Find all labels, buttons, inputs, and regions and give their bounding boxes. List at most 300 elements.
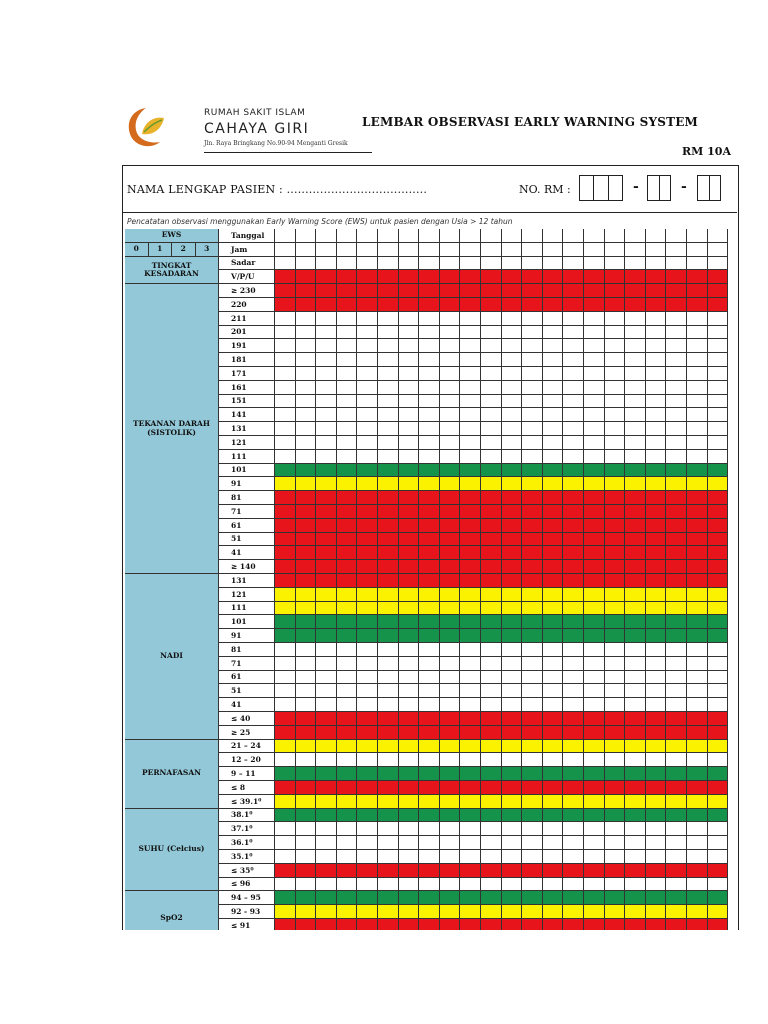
observation-cell[interactable] <box>625 878 646 892</box>
observation-cell[interactable] <box>605 671 626 685</box>
observation-cell[interactable] <box>522 864 543 878</box>
observation-cell[interactable] <box>440 822 461 836</box>
observation-cell[interactable] <box>337 464 358 478</box>
observation-cell[interactable] <box>522 671 543 685</box>
observation-cell[interactable] <box>543 408 564 422</box>
observation-cell[interactable] <box>687 588 708 602</box>
observation-cell[interactable] <box>584 878 605 892</box>
observation-cell[interactable] <box>419 367 440 381</box>
observation-cell[interactable] <box>419 436 440 450</box>
observation-cell[interactable] <box>316 422 337 436</box>
observation-cell[interactable] <box>460 505 481 519</box>
observation-cell[interactable] <box>522 657 543 671</box>
observation-cell[interactable] <box>584 353 605 367</box>
observation-cell[interactable] <box>357 519 378 533</box>
observation-cell[interactable] <box>584 891 605 905</box>
observation-cell[interactable] <box>584 684 605 698</box>
observation-cell[interactable] <box>337 339 358 353</box>
observation-cell[interactable] <box>399 229 420 243</box>
observation-cell[interactable] <box>584 395 605 409</box>
observation-cell[interactable] <box>316 753 337 767</box>
observation-cell[interactable] <box>481 822 502 836</box>
observation-cell[interactable] <box>399 905 420 919</box>
observation-cell[interactable] <box>460 381 481 395</box>
observation-cell[interactable] <box>296 284 317 298</box>
observation-cell[interactable] <box>563 698 584 712</box>
observation-cell[interactable] <box>440 629 461 643</box>
observation-cell[interactable] <box>543 878 564 892</box>
observation-cell[interactable] <box>399 822 420 836</box>
observation-cell[interactable] <box>481 257 502 271</box>
observation-cell[interactable] <box>316 533 337 547</box>
observation-cell[interactable] <box>543 229 564 243</box>
observation-cell[interactable] <box>625 684 646 698</box>
observation-cell[interactable] <box>584 781 605 795</box>
observation-cell[interactable] <box>316 450 337 464</box>
observation-cell[interactable] <box>584 864 605 878</box>
observation-cell[interactable] <box>522 326 543 340</box>
observation-cell[interactable] <box>316 560 337 574</box>
observation-cell[interactable] <box>296 712 317 726</box>
observation-cell[interactable] <box>337 229 358 243</box>
observation-cell[interactable] <box>708 533 729 547</box>
observation-cell[interactable] <box>440 464 461 478</box>
observation-cell[interactable] <box>378 740 399 754</box>
observation-cell[interactable] <box>522 643 543 657</box>
observation-cell[interactable] <box>605 905 626 919</box>
observation-cell[interactable] <box>584 602 605 616</box>
observation-cell[interactable] <box>502 836 523 850</box>
observation-cell[interactable] <box>605 408 626 422</box>
observation-cell[interactable] <box>275 878 296 892</box>
observation-cell[interactable] <box>399 243 420 257</box>
observation-cell[interactable] <box>399 560 420 574</box>
observation-cell[interactable] <box>605 836 626 850</box>
observation-cell[interactable] <box>460 726 481 740</box>
observation-cell[interactable] <box>296 629 317 643</box>
observation-cell[interactable] <box>419 671 440 685</box>
observation-cell[interactable] <box>481 657 502 671</box>
observation-cell[interactable] <box>646 257 667 271</box>
observation-cell[interactable] <box>378 864 399 878</box>
observation-cell[interactable] <box>522 450 543 464</box>
observation-cell[interactable] <box>502 491 523 505</box>
observation-cell[interactable] <box>708 464 729 478</box>
observation-cell[interactable] <box>605 643 626 657</box>
observation-cell[interactable] <box>316 312 337 326</box>
observation-cell[interactable] <box>378 367 399 381</box>
observation-cell[interactable] <box>378 905 399 919</box>
observation-cell[interactable] <box>357 698 378 712</box>
observation-cell[interactable] <box>419 339 440 353</box>
observation-cell[interactable] <box>378 257 399 271</box>
observation-cell[interactable] <box>502 381 523 395</box>
observation-cell[interactable] <box>316 698 337 712</box>
observation-cell[interactable] <box>584 795 605 809</box>
observation-cell[interactable] <box>543 477 564 491</box>
observation-cell[interactable] <box>296 850 317 864</box>
observation-cell[interactable] <box>666 740 687 754</box>
observation-cell[interactable] <box>419 533 440 547</box>
observation-cell[interactable] <box>522 257 543 271</box>
observation-cell[interactable] <box>708 381 729 395</box>
observation-cell[interactable] <box>502 891 523 905</box>
observation-cell[interactable] <box>440 257 461 271</box>
observation-cell[interactable] <box>419 698 440 712</box>
observation-cell[interactable] <box>316 836 337 850</box>
observation-cell[interactable] <box>584 574 605 588</box>
observation-cell[interactable] <box>646 574 667 588</box>
observation-cell[interactable] <box>337 712 358 726</box>
observation-cell[interactable] <box>419 740 440 754</box>
observation-cell[interactable] <box>296 615 317 629</box>
rm-number-box-2[interactable] <box>647 175 671 201</box>
observation-cell[interactable] <box>502 408 523 422</box>
observation-cell[interactable] <box>460 643 481 657</box>
observation-cell[interactable] <box>296 505 317 519</box>
observation-cell[interactable] <box>399 422 420 436</box>
observation-cell[interactable] <box>440 270 461 284</box>
observation-cell[interactable] <box>584 698 605 712</box>
observation-cell[interactable] <box>708 657 729 671</box>
observation-cell[interactable] <box>522 367 543 381</box>
observation-cell[interactable] <box>399 519 420 533</box>
observation-cell[interactable] <box>296 257 317 271</box>
observation-cell[interactable] <box>625 229 646 243</box>
observation-cell[interactable] <box>543 864 564 878</box>
observation-cell[interactable] <box>316 491 337 505</box>
observation-cell[interactable] <box>708 408 729 422</box>
observation-cell[interactable] <box>460 574 481 588</box>
observation-cell[interactable] <box>502 753 523 767</box>
observation-cell[interactable] <box>625 546 646 560</box>
observation-cell[interactable] <box>646 905 667 919</box>
observation-cell[interactable] <box>296 588 317 602</box>
observation-cell[interactable] <box>625 257 646 271</box>
observation-cell[interactable] <box>563 381 584 395</box>
observation-cell[interactable] <box>460 270 481 284</box>
observation-cell[interactable] <box>440 781 461 795</box>
observation-cell[interactable] <box>337 491 358 505</box>
observation-cell[interactable] <box>563 546 584 560</box>
observation-cell[interactable] <box>275 298 296 312</box>
observation-cell[interactable] <box>646 546 667 560</box>
observation-cell[interactable] <box>625 339 646 353</box>
observation-cell[interactable] <box>481 836 502 850</box>
observation-cell[interactable] <box>419 629 440 643</box>
observation-cell[interactable] <box>584 671 605 685</box>
observation-cell[interactable] <box>625 671 646 685</box>
observation-cell[interactable] <box>563 422 584 436</box>
observation-cell[interactable] <box>708 257 729 271</box>
observation-cell[interactable] <box>337 450 358 464</box>
observation-cell[interactable] <box>687 326 708 340</box>
observation-cell[interactable] <box>605 422 626 436</box>
observation-cell[interactable] <box>502 339 523 353</box>
observation-cell[interactable] <box>584 477 605 491</box>
observation-cell[interactable] <box>708 270 729 284</box>
observation-cell[interactable] <box>522 905 543 919</box>
observation-cell[interactable] <box>399 698 420 712</box>
observation-cell[interactable] <box>275 422 296 436</box>
observation-cell[interactable] <box>543 505 564 519</box>
observation-cell[interactable] <box>296 353 317 367</box>
observation-cell[interactable] <box>275 698 296 712</box>
observation-cell[interactable] <box>605 864 626 878</box>
observation-cell[interactable] <box>625 781 646 795</box>
observation-cell[interactable] <box>543 822 564 836</box>
observation-cell[interactable] <box>708 450 729 464</box>
observation-cell[interactable] <box>625 270 646 284</box>
observation-cell[interactable] <box>440 450 461 464</box>
observation-cell[interactable] <box>502 629 523 643</box>
observation-cell[interactable] <box>543 257 564 271</box>
observation-cell[interactable] <box>605 284 626 298</box>
observation-cell[interactable] <box>666 560 687 574</box>
observation-cell[interactable] <box>440 284 461 298</box>
observation-cell[interactable] <box>708 395 729 409</box>
observation-cell[interactable] <box>357 284 378 298</box>
observation-cell[interactable] <box>378 326 399 340</box>
observation-cell[interactable] <box>419 850 440 864</box>
observation-cell[interactable] <box>399 602 420 616</box>
observation-cell[interactable] <box>357 850 378 864</box>
observation-cell[interactable] <box>440 602 461 616</box>
observation-cell[interactable] <box>419 491 440 505</box>
observation-cell[interactable] <box>460 712 481 726</box>
observation-cell[interactable] <box>337 395 358 409</box>
observation-cell[interactable] <box>543 243 564 257</box>
observation-cell[interactable] <box>543 602 564 616</box>
observation-cell[interactable] <box>563 671 584 685</box>
observation-cell[interactable] <box>625 505 646 519</box>
observation-cell[interactable] <box>399 353 420 367</box>
observation-cell[interactable] <box>440 905 461 919</box>
observation-cell[interactable] <box>666 767 687 781</box>
observation-cell[interactable] <box>502 878 523 892</box>
observation-cell[interactable] <box>687 450 708 464</box>
observation-cell[interactable] <box>625 822 646 836</box>
observation-cell[interactable] <box>543 339 564 353</box>
observation-cell[interactable] <box>460 864 481 878</box>
observation-cell[interactable] <box>522 519 543 533</box>
observation-cell[interactable] <box>563 229 584 243</box>
observation-cell[interactable] <box>543 353 564 367</box>
observation-cell[interactable] <box>316 891 337 905</box>
observation-cell[interactable] <box>522 353 543 367</box>
observation-cell[interactable] <box>296 795 317 809</box>
observation-cell[interactable] <box>481 505 502 519</box>
observation-cell[interactable] <box>440 864 461 878</box>
observation-cell[interactable] <box>316 505 337 519</box>
observation-cell[interactable] <box>419 836 440 850</box>
observation-cell[interactable] <box>605 878 626 892</box>
observation-cell[interactable] <box>543 546 564 560</box>
observation-cell[interactable] <box>419 326 440 340</box>
observation-cell[interactable] <box>605 353 626 367</box>
observation-cell[interactable] <box>399 767 420 781</box>
observation-cell[interactable] <box>481 477 502 491</box>
observation-cell[interactable] <box>666 836 687 850</box>
observation-cell[interactable] <box>543 574 564 588</box>
observation-cell[interactable] <box>399 864 420 878</box>
observation-cell[interactable] <box>502 422 523 436</box>
observation-cell[interactable] <box>460 395 481 409</box>
observation-cell[interactable] <box>460 257 481 271</box>
observation-cell[interactable] <box>399 850 420 864</box>
observation-cell[interactable] <box>357 395 378 409</box>
observation-cell[interactable] <box>522 836 543 850</box>
observation-cell[interactable] <box>440 684 461 698</box>
observation-cell[interactable] <box>708 367 729 381</box>
observation-cell[interactable] <box>357 615 378 629</box>
observation-cell[interactable] <box>399 367 420 381</box>
observation-cell[interactable] <box>296 809 317 823</box>
observation-cell[interactable] <box>316 905 337 919</box>
observation-cell[interactable] <box>646 533 667 547</box>
observation-cell[interactable] <box>563 753 584 767</box>
observation-cell[interactable] <box>337 243 358 257</box>
observation-cell[interactable] <box>502 657 523 671</box>
observation-cell[interactable] <box>666 284 687 298</box>
observation-cell[interactable] <box>605 243 626 257</box>
observation-cell[interactable] <box>337 671 358 685</box>
observation-cell[interactable] <box>275 464 296 478</box>
observation-cell[interactable] <box>502 533 523 547</box>
observation-cell[interactable] <box>646 367 667 381</box>
observation-cell[interactable] <box>522 546 543 560</box>
observation-cell[interactable] <box>687 684 708 698</box>
observation-cell[interactable] <box>316 629 337 643</box>
observation-cell[interactable] <box>460 560 481 574</box>
observation-cell[interactable] <box>605 312 626 326</box>
observation-cell[interactable] <box>357 809 378 823</box>
observation-cell[interactable] <box>419 298 440 312</box>
observation-cell[interactable] <box>440 671 461 685</box>
observation-cell[interactable] <box>502 477 523 491</box>
observation-cell[interactable] <box>460 339 481 353</box>
observation-cell[interactable] <box>460 491 481 505</box>
observation-cell[interactable] <box>378 698 399 712</box>
observation-cell[interactable] <box>563 781 584 795</box>
observation-cell[interactable] <box>522 243 543 257</box>
observation-cell[interactable] <box>440 878 461 892</box>
observation-cell[interactable] <box>275 795 296 809</box>
observation-cell[interactable] <box>399 643 420 657</box>
observation-cell[interactable] <box>275 740 296 754</box>
observation-cell[interactable] <box>625 284 646 298</box>
observation-cell[interactable] <box>440 546 461 560</box>
observation-cell[interactable] <box>337 326 358 340</box>
observation-cell[interactable] <box>440 712 461 726</box>
observation-cell[interactable] <box>440 588 461 602</box>
observation-cell[interactable] <box>708 864 729 878</box>
observation-cell[interactable] <box>337 312 358 326</box>
observation-cell[interactable] <box>481 560 502 574</box>
observation-cell[interactable] <box>378 588 399 602</box>
observation-cell[interactable] <box>460 905 481 919</box>
observation-cell[interactable] <box>687 339 708 353</box>
observation-cell[interactable] <box>646 629 667 643</box>
observation-cell[interactable] <box>708 560 729 574</box>
observation-cell[interactable] <box>584 436 605 450</box>
observation-cell[interactable] <box>543 753 564 767</box>
observation-cell[interactable] <box>625 533 646 547</box>
observation-cell[interactable] <box>419 864 440 878</box>
observation-cell[interactable] <box>399 477 420 491</box>
observation-cell[interactable] <box>584 905 605 919</box>
observation-cell[interactable] <box>399 740 420 754</box>
observation-cell[interactable] <box>502 229 523 243</box>
observation-cell[interactable] <box>543 588 564 602</box>
observation-cell[interactable] <box>502 588 523 602</box>
observation-cell[interactable] <box>357 657 378 671</box>
observation-cell[interactable] <box>357 878 378 892</box>
observation-cell[interactable] <box>357 671 378 685</box>
observation-cell[interactable] <box>502 270 523 284</box>
observation-cell[interactable] <box>584 381 605 395</box>
observation-cell[interactable] <box>687 767 708 781</box>
observation-cell[interactable] <box>666 602 687 616</box>
observation-cell[interactable] <box>337 905 358 919</box>
observation-cell[interactable] <box>399 257 420 271</box>
observation-cell[interactable] <box>440 533 461 547</box>
observation-cell[interactable] <box>543 270 564 284</box>
observation-cell[interactable] <box>316 353 337 367</box>
observation-cell[interactable] <box>357 367 378 381</box>
observation-cell[interactable] <box>357 795 378 809</box>
observation-cell[interactable] <box>399 836 420 850</box>
observation-cell[interactable] <box>646 353 667 367</box>
observation-cell[interactable] <box>687 822 708 836</box>
observation-cell[interactable] <box>481 381 502 395</box>
observation-cell[interactable] <box>605 781 626 795</box>
observation-cell[interactable] <box>666 809 687 823</box>
observation-cell[interactable] <box>440 422 461 436</box>
observation-cell[interactable] <box>378 353 399 367</box>
observation-cell[interactable] <box>563 684 584 698</box>
observation-cell[interactable] <box>687 436 708 450</box>
observation-cell[interactable] <box>646 878 667 892</box>
observation-cell[interactable] <box>378 477 399 491</box>
observation-cell[interactable] <box>502 850 523 864</box>
observation-cell[interactable] <box>378 422 399 436</box>
observation-cell[interactable] <box>605 588 626 602</box>
observation-cell[interactable] <box>296 436 317 450</box>
observation-cell[interactable] <box>625 588 646 602</box>
observation-cell[interactable] <box>378 712 399 726</box>
observation-cell[interactable] <box>543 533 564 547</box>
observation-cell[interactable] <box>419 905 440 919</box>
observation-cell[interactable] <box>357 588 378 602</box>
observation-cell[interactable] <box>605 919 626 930</box>
observation-cell[interactable] <box>543 381 564 395</box>
observation-cell[interactable] <box>378 533 399 547</box>
observation-cell[interactable] <box>584 367 605 381</box>
observation-cell[interactable] <box>316 298 337 312</box>
observation-cell[interactable] <box>460 822 481 836</box>
observation-cell[interactable] <box>275 891 296 905</box>
observation-cell[interactable] <box>481 353 502 367</box>
observation-cell[interactable] <box>378 381 399 395</box>
observation-cell[interactable] <box>625 491 646 505</box>
observation-cell[interactable] <box>543 436 564 450</box>
observation-cell[interactable] <box>666 298 687 312</box>
observation-cell[interactable] <box>543 312 564 326</box>
observation-cell[interactable] <box>275 491 296 505</box>
observation-cell[interactable] <box>584 657 605 671</box>
observation-cell[interactable] <box>605 712 626 726</box>
